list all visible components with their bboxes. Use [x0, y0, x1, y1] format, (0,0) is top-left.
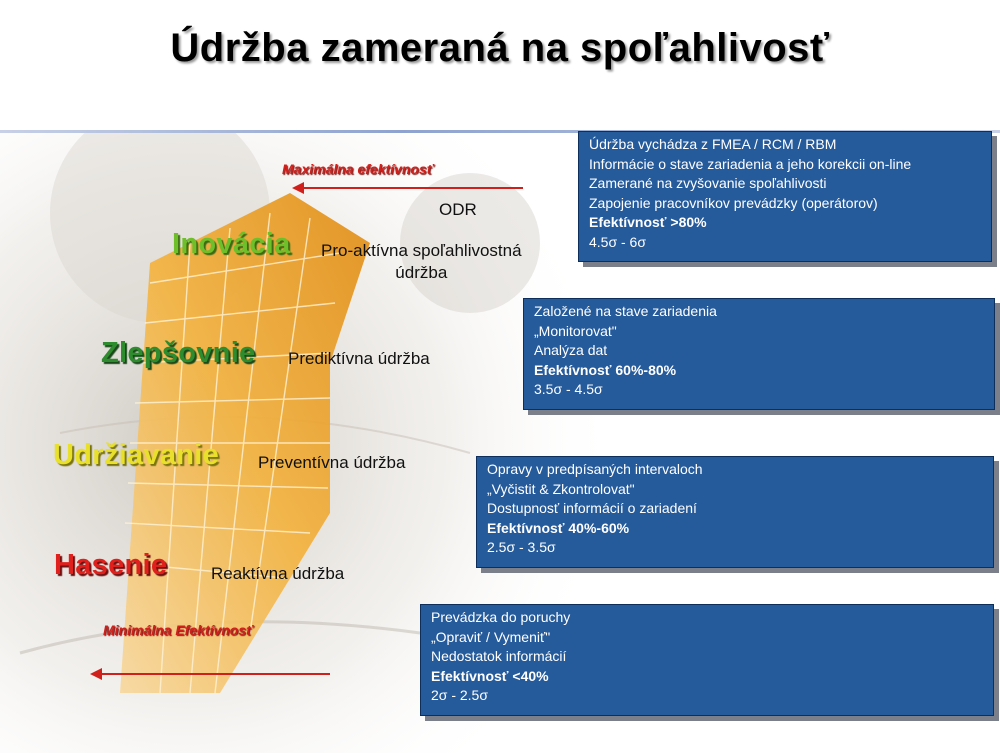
- stage-hasenie-type: Reaktívna údržba: [211, 564, 345, 583]
- stage-inovacia: Inovácia: [172, 228, 291, 260]
- info-box-inovacia: Údržba vychádza z FMEA / RCM / RBM Informácie o stave zariadenia a jeho korekcii on-line Zamerané na zvyšovanie spoľahlivosti Zapojenie pracovníkov prevádzky (operátorov) Efektívnosť >80% 4.5σ - 6σ: [578, 131, 992, 262]
- odr-label: ODR: [439, 200, 477, 219]
- min-effectiveness-label: Minimálna Efektívnosť: [103, 622, 253, 638]
- stage-hasenie: Hasenie: [54, 549, 168, 581]
- info-box-hasenie: Prevádzka do poruchy „Opraviť / Vymeniť" Nedostatok informácií Efektívnosť <40% 2σ - 2.5σ: [420, 604, 994, 716]
- stage-zlepsovnie: Zlepšovnie: [101, 337, 256, 369]
- info-box-udrziavanie: Opravy v predpísaných intervaloch „Vyčistit & Zkontrolovat" Dostupnosť informácií o zariadení Efektívnosť 40%-60% 2.5σ - 3.5σ: [476, 456, 994, 568]
- max-effectiveness-label: Maximálna efektívnosť: [282, 161, 434, 177]
- stage-zlepsovnie-type: Prediktívna údržba: [288, 349, 430, 368]
- stage-udrziavanie: Udržiavanie: [53, 439, 220, 471]
- stage-inovacia-type: Pro-aktívna spoľahlivostná údržba: [321, 241, 522, 282]
- stage-udrziavanie-type: Preventívna údržba: [258, 453, 406, 472]
- page-title: Údržba zameraná na spoľahlivosť: [170, 26, 830, 70]
- info-box-zlepsovnie: Založené na stave zariadenia „Monitorovat" Analýza dat Efektívnosť 60%-80% 3.5σ - 4.5σ: [523, 298, 995, 410]
